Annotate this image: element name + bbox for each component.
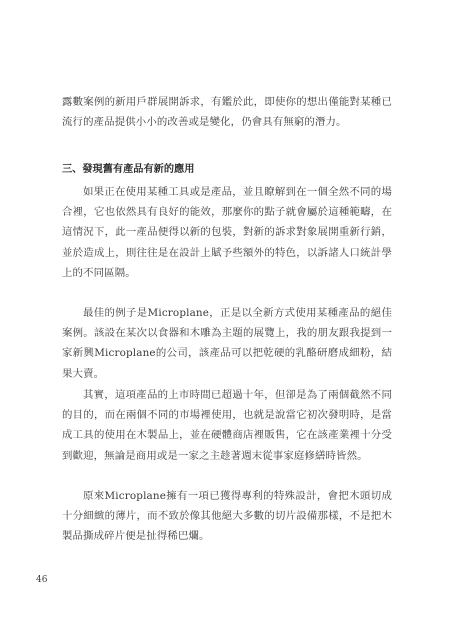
page-number: 46 [36, 575, 48, 585]
body-paragraph-1: 如果正在使用某種工具或是產品，並且瞭解到在一個全然不同的場合裡，它也依然具有良好的能效，那麼你的點子就會屬於這種範疇，在這情況下，此一產品便得以新的包裝，對新的訴求對象展開重新行銷，並於造成上，則往往是在設計上賦予些額外的特色，以訴諸人口統計學上的不同區隔。 [62, 186, 392, 279]
body-paragraph-2: 最佳的例子是Microplane，正是以全新方式使用某種產品的絕佳案例。該設在某次以食器和木雕為主題的展覽上，我的朋友跟我提到一家新興Microplane的公司，該產品可以把乾硬的乳酪研磨成細粉，結果大賣。 [62, 307, 392, 380]
body-paragraph-4: 原來Microplane擁有一項已獲得專利的特殊設計，會把木頭切成十分細緻的薄片，而不致於像其他絕大多數的切片設備那樣，不是把木製品撕成碎片便是扯得稀巴爛。 [62, 490, 392, 543]
continuation-paragraph: 露數案例的新用戶群展開訴求，有鑑於此，即使你的想出僅能對某種已流行的產品提供小小的改善或是變化，仍會具有無窮的潛力。 [62, 96, 392, 129]
body-paragraph-3: 其實，這項產品的上市時間已超過十年，但卻是為了兩個截然不同的目的，而在兩個不同的市場裡使用，也就是說當它初次發明時，是當成工具的使用在木製品上，並在硬體商店裡販售，它在該產業裡十分受到歡迎，無論是商用或是一家之主趁著週末從事家庭修繕時皆然。 [62, 389, 392, 462]
section-heading: 三、發現舊有產品有新的應用 [62, 164, 195, 175]
